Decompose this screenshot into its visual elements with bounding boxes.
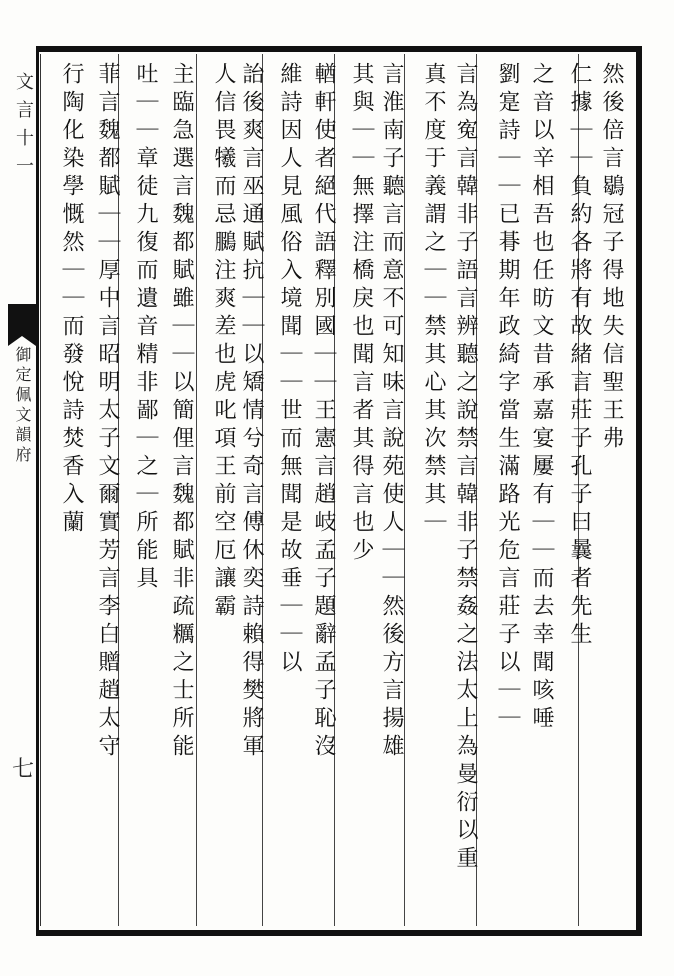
section-mark: 文言十一 [13, 72, 34, 184]
frame-left-border [36, 46, 39, 936]
page-number: 七 [12, 757, 35, 782]
text-column-14: 吐｜｜章徒九復而遺音精非鄙｜之｜所能具 [133, 62, 158, 594]
book-title: 御定佩文韻府 [13, 346, 32, 466]
text-column-6: 真不度于義謂之｜｜禁其心其次禁其｜ [421, 62, 446, 538]
text-column-2: 仁據｜｜負約各將有故緒言莊子孔子曰曩者先生 [567, 62, 592, 650]
text-column-4: 劉寔詩｜｜已朞期年政綺字當生滿路光危言莊子以｜｜ [495, 62, 520, 734]
text-column-1: 然後倍言鶡冠子得地失信聖王弗 [599, 62, 624, 454]
text-column-5: 言為寃言韓非子語言辨聽之說禁言韓非子禁姦之法太上為曼衍以重 [453, 62, 478, 874]
frame-bottom-border [36, 930, 642, 936]
frame-top-border [36, 46, 642, 52]
text-column-10: 維詩因人見風俗入境聞｜｜世而無聞是故垂｜｜以 [277, 62, 302, 678]
text-column-8: 其與｜｜無擇注橋戾也聞言者其得言也少 [349, 62, 374, 566]
text-column-11: 詒後爽言巫通賦抗｜｜以矯情兮奇言傅休奕詩賴得樊將軍 [239, 62, 264, 762]
text-column-3: 之音以辛相吾也任昉文昔承嘉宴屢有｜｜而去幸聞咳唾 [529, 62, 554, 734]
text-column-13: 主臨急選言魏都賦雖｜｜以簡俚言魏都賦非疏糲之士所能 [169, 62, 194, 762]
margin-strip [8, 54, 36, 926]
text-column-12: 人信畏犧而忌鵩注爽差也虎叱項王前空厄讓霸 [211, 62, 236, 622]
text-column-15: 菲言魏都賦｜｜厚中言昭明太子文爾實芳言李白贈趙太守 [95, 62, 120, 762]
text-column-9: 輶軒使者絕代語釋別國｜｜王憲言趙岐孟子題辭孟子恥沒 [311, 62, 336, 762]
text-column-16: 行陶化染學慨然｜｜而發悅詩焚香入蘭 [59, 62, 84, 538]
fish-tail-mark [8, 304, 36, 336]
text-column-7: 言淮南子聽言而意不可知味言說苑使人｜｜然後方言揚雄 [379, 62, 404, 762]
